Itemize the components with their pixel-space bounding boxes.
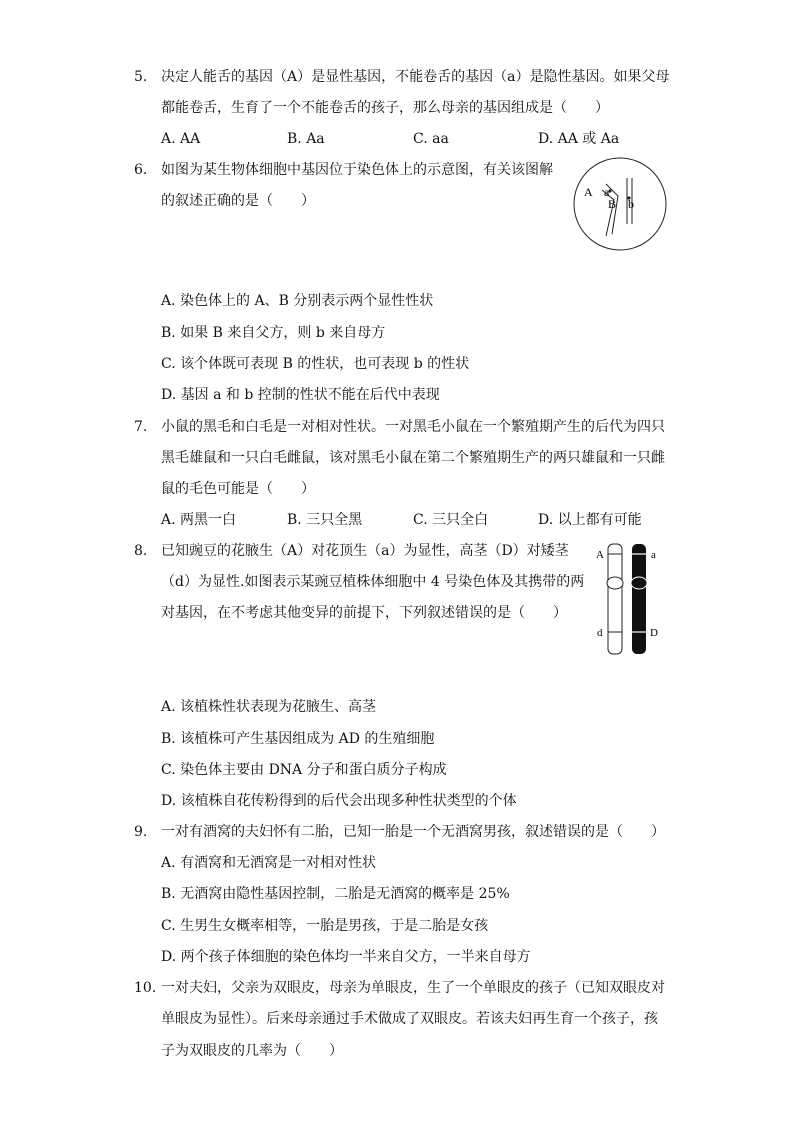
q10-line-2: 单眼皮为显性）。后来母亲通过手术做成了双眼皮。若该夫妇再生育一个孩子，孩 <box>161 1011 658 1027</box>
chromosome-white <box>608 544 622 654</box>
q7-line-2: 黑毛雄鼠和一只白毛雌鼠，该对黑毛小鼠在第二个繁殖期生产的两只雄鼠和一只雌 <box>161 450 665 466</box>
gene-label-A: A <box>584 185 593 199</box>
q7-line-1: 小鼠的黑毛和白毛是一对相对性状。一对黑毛小鼠在一个繁殖期产生的后代为四只 <box>161 419 665 435</box>
q5-option-b: B. Aa <box>287 131 325 147</box>
q9-number: 9. <box>134 824 148 840</box>
q6-line-1: 如图为某生物体细胞中基因位于染色体上的示意图，有关该图解 <box>161 162 553 178</box>
q6-option-c: C. 该个体既可表现 B 的性状，也可表现 b 的性状 <box>161 356 470 372</box>
q8-number: 8. <box>134 543 148 559</box>
q7-option-c: C. 三只全白 <box>413 512 489 528</box>
q8-option-c: C. 染色体主要由 DNA 分子和蛋白质分子构成 <box>161 762 447 778</box>
gene-label-b: b <box>628 197 634 211</box>
q9-line-1: 一对有酒窝的夫妇怀有二胎，已知一胎是一个无酒窝男孩，叙述错误的是（ ） <box>161 824 665 840</box>
q8-option-b: B. 该植株可产生基因组成为 AD 的生殖细胞 <box>161 731 435 747</box>
q7-option-a: A. 两黑一白 <box>161 512 237 528</box>
q7-option-b: B. 三只全黑 <box>287 512 363 528</box>
q8-option-a: A. 该植株性状表现为花腋生、高茎 <box>161 699 377 715</box>
q9-option-a: A. 有酒窝和无酒窝是一对相对性状 <box>161 855 377 871</box>
centromere-black <box>631 577 647 589</box>
q5-option-d: D. AA 或 Aa <box>538 131 620 147</box>
gene-label-a: a <box>604 185 610 199</box>
q9-option-b: B. 无酒窝由隐性基因控制，二胎是无酒窝的概率是 25% <box>161 886 510 902</box>
q6-number: 6. <box>134 162 148 178</box>
q5-option-c: C. aa <box>413 131 449 147</box>
q9-option-d: D. 两个孩子体细胞的染色体均一半来自父方，一半来自母方 <box>161 949 531 965</box>
q9-option-c: C. 生男生女概率相等，一胎是男孩，于是二胎是女孩 <box>161 918 489 934</box>
q6-option-a: A. 染色体上的 A、B 分别表示两个显性性状 <box>161 293 434 309</box>
q8-option-d: D. 该植株自花传粉得到的后代会出现多种性状类型的个体 <box>161 793 517 809</box>
gene-label-d: d <box>597 627 603 639</box>
q6-cell-diagram <box>572 156 672 256</box>
q10-line-3: 子为双眼皮的几率为（ ） <box>161 1043 343 1059</box>
q6-line-2: 的叙述正确的是（ ） <box>161 193 315 209</box>
q7-option-d: D. 以上都有可能 <box>538 512 642 528</box>
q8-line-2: （d）为显性.如图表示某豌豆植株体细胞中 4 号染色体及其携带的两 <box>161 574 585 590</box>
q5-number: 5. <box>134 69 148 85</box>
q8-chromosome-diagram <box>590 540 670 660</box>
gene-label-D: D <box>650 627 658 639</box>
gene-label-a: a <box>651 549 656 561</box>
q7-number: 7. <box>134 419 148 435</box>
q7-line-3: 鼠的毛色可能是（ ） <box>161 481 315 497</box>
q8-line-1: 已知豌豆的花腋生（A）对花顶生（a）为显性，高茎（D）对矮茎 <box>161 543 569 559</box>
cell-outline <box>574 158 666 250</box>
q10-number: 10. <box>134 980 157 996</box>
q8-line-3: 对基因，在不考虑其他变异的前提下，下列叙述错误的是（ ） <box>161 605 567 621</box>
q6-option-d: D. 基因 a 和 b 控制的性状不能在后代中表现 <box>161 387 440 403</box>
q5-line-1: 决定人能舌的基因（A）是显性基因，不能卷舌的基因（a）是隐性基因。如果父母 <box>161 69 670 85</box>
q6-option-b: B. 如果 B 来自父方，则 b 来自母方 <box>161 325 386 341</box>
gene-label-B: B <box>608 197 617 211</box>
q10-line-1: 一对夫妇，父亲为双眼皮，母亲为单眼皮，生了一个单眼皮的孩子（已知双眼皮对 <box>161 980 665 996</box>
centromere-white <box>607 577 623 589</box>
q5-line-2: 都能卷舌，生育了一个不能卷舌的孩子，那么母亲的基因组成是（ ） <box>161 100 609 116</box>
chromosome-black <box>632 544 646 654</box>
gene-label-A: A <box>596 549 604 561</box>
q5-option-a: A. AA <box>161 131 201 147</box>
